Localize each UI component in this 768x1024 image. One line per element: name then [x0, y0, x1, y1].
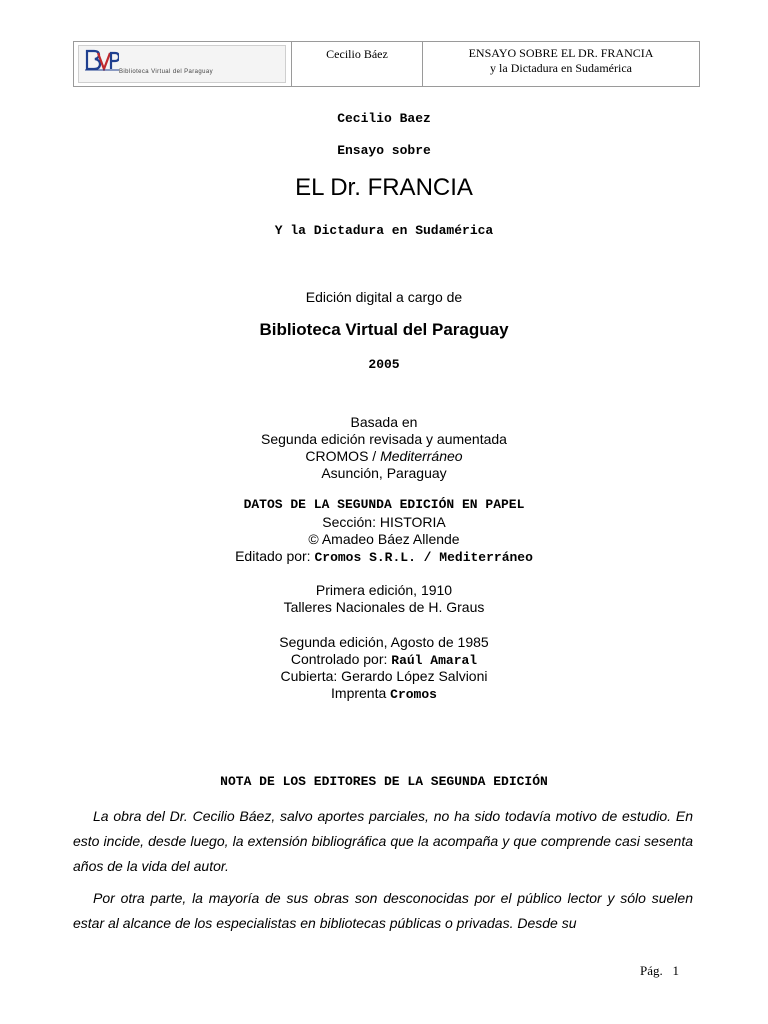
cover-subtitle-pre: Ensayo sobre [337, 143, 431, 158]
based-on-line1: Basada en [350, 414, 418, 430]
second-edition-heading: DATOS DE LA SEGUNDA EDICIÓN EN PAPEL [243, 497, 525, 512]
first-edition-line1: Primera edición, 1910 [315, 582, 453, 598]
header-logo-cell [74, 42, 292, 86]
based-on-line4: Asunción, Paraguay [321, 465, 447, 481]
second-edition-copyright: © Amadeo Báez Allende [308, 531, 460, 547]
header-author: Cecilio Báez [292, 42, 423, 86]
header-title [423, 42, 699, 86]
year: 2005 [368, 357, 400, 372]
edition-note: Edición digital a cargo de [305, 289, 463, 305]
bvp-logo-icon [85, 49, 119, 71]
cover-title: EL Dr. FRANCIA [295, 174, 473, 201]
second-edition-date: Segunda edición, Agosto de 1985 [279, 634, 489, 650]
logo-text: Biblioteca Virtual del Paraguay [119, 69, 214, 75]
printer-label: Imprenta [331, 685, 391, 701]
page-footer [640, 963, 679, 979]
printer-value: Cromos [390, 687, 437, 702]
controlled-by [0, 651, 768, 669]
printer [0, 685, 768, 703]
controlled-by-label: Controlado por: [290, 651, 392, 667]
based-on-cromos: CROMOS / [305, 448, 381, 464]
page-number: 1 [672, 963, 679, 978]
based-on-line3 [0, 448, 768, 465]
bvp-logo [78, 45, 286, 83]
based-on-mediterraneo: Mediterráneo [380, 448, 463, 464]
note-heading: NOTA DE LOS EDITORES DE LA SEGUNDA EDICIÓN [220, 774, 548, 789]
note-paragraph-2: Por otra parte, la mayoría de sus obras son desconocidas por el público lector y sólo suelen estar al alcance de los especialistas en bibliotecas públicas o privadas. Desde su [73, 890, 693, 931]
second-edition-section: Sección: HISTORIA [322, 514, 446, 530]
first-edition-line2: Talleres Nacionales de H. Graus [283, 599, 485, 615]
page-header [73, 41, 700, 87]
header-title-line1: ENSAYO SOBRE EL DR. FRANCIA [468, 46, 654, 60]
edited-by-label: Editado por: [235, 548, 315, 564]
page-label: Pág. [640, 963, 663, 978]
based-on-line2: Segunda edición revisada y aumentada [261, 431, 507, 447]
second-edition-edited-by [0, 548, 768, 566]
cover-designer: Cubierta: Gerardo López Salvioni [280, 668, 488, 684]
header-title-line2: y la Dictadura en Sudamérica [490, 61, 632, 75]
cover-author: Cecilio Baez [337, 111, 431, 126]
note-paragraph-1: La obra del Dr. Cecilio Báez, salvo aportes parciales, no ha sido todavía motivo de estudio. En esto incide, desde luego, la extensión bibliográfica que la acompaña y que comprende casi sesenta años de la vida del autor. [73, 808, 693, 874]
cover-subtitle-post: Y la Dictadura en Sudamérica [274, 223, 494, 238]
controlled-by-value: Raúl Amaral [391, 653, 478, 668]
edited-by-value: Cromos S.R.L. / Mediterráneo [314, 550, 533, 565]
publisher: Biblioteca Virtual del Paraguay [259, 320, 509, 339]
